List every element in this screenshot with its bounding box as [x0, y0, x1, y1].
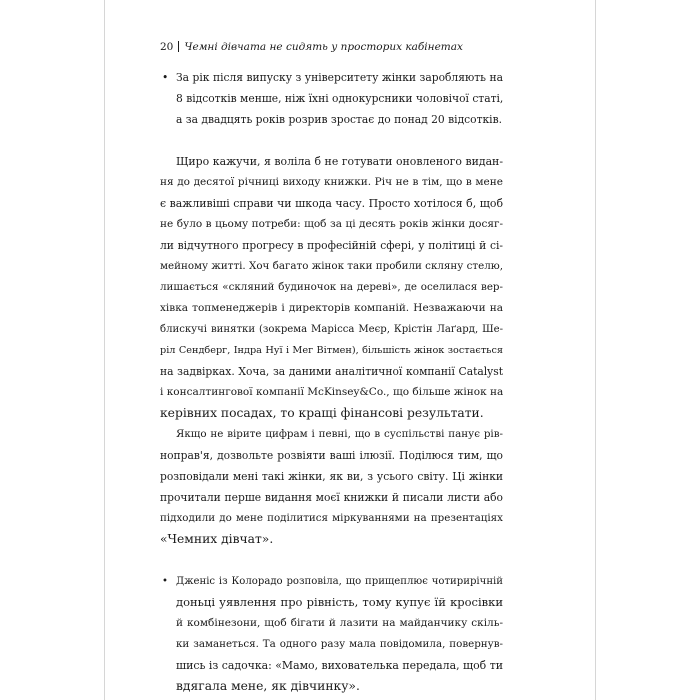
bullet-item-janis	[160, 571, 503, 697]
page-number: 20	[160, 41, 174, 53]
text-line: вдягала мене, як дівчинку».	[176, 679, 360, 693]
text-line: прочитали перше видання моєї книжки й писали листи або	[160, 491, 503, 504]
page-right-edge	[595, 0, 596, 700]
bullet-line	[160, 67, 503, 88]
bullet-item-salary	[160, 67, 503, 130]
text-line: доньці уявлення про рівність, тому купує їй кросівки	[176, 595, 503, 609]
text-line: мейному житті. Хоч багато жінок таки пробили скляну стелю,	[160, 260, 503, 272]
page-left-edge	[104, 0, 105, 700]
text-line: і консалтингової компанії McKinsey&Co., що більше жінок на	[160, 386, 503, 398]
text-line: керівних посадах, то кращі фінансові результати.	[160, 406, 484, 420]
text-line: а за двадцять років розрив зростає до понад 20 відсотків.	[176, 113, 502, 126]
text-line: ки заманеться. Та одного разу мала повідомила, повернув-	[176, 638, 503, 650]
text-line: є важливіші справи чи шкода часу. Просто хотілося б, щоб	[160, 197, 503, 210]
text-line: Якщо не вірите цифрам і певні, що в суспільстві панує рів-	[176, 428, 503, 440]
text-line: шись із садочка: «Мамо, вихователька передала, щоб ти	[176, 659, 503, 672]
text-line: Щиро кажучи, я воліла б не готувати оновленого видан-	[176, 155, 503, 168]
bullet-icon: •	[162, 576, 168, 587]
text-line: й комбінезони, щоб бігати й лазити на майданчику скіль-	[176, 617, 503, 629]
text-line: ріл Сендберг, Індра Нуї і Мег Вітмен), більшість жінок зостається	[160, 345, 503, 356]
bullet-icon: •	[162, 71, 169, 84]
spacer	[160, 550, 503, 571]
bullet-line	[160, 571, 503, 592]
text-line: ня до десятої річниці виходу книжки. Річ не в тім, що в мене	[160, 176, 503, 188]
spacer	[160, 130, 503, 151]
paragraph-equality	[160, 424, 503, 550]
text-line: не було в цьому потреби: щоб за ці десять років жінки досяг-	[160, 218, 503, 230]
text-line: «Чемних дівчат».	[160, 532, 274, 546]
text-line: хівка топменеджерів і директорів компаній. Незважаючи на	[160, 302, 503, 314]
paragraph-anniversary	[160, 151, 503, 424]
text-line: ноправ'я, дозвольте розвіяти ваші ілюзії. Поділюся тим, що	[160, 449, 503, 462]
header-separator	[178, 41, 179, 52]
text-line: на задвірках. Хоча, за даними аналітичної компанії Catalyst	[160, 365, 503, 378]
running-header	[160, 40, 520, 54]
page-body	[160, 67, 503, 697]
text-line: Дженіс із Колорадо розповіла, що прищеплює чотирирічній	[176, 576, 503, 587]
text-line: За рік після випуску з університету жінки заробляють на	[176, 71, 503, 84]
running-title: Чемні дівчата не сидять у просторих кабінетах	[184, 41, 463, 53]
text-line: ли відчутного прогресу в професійній сфері, у політиці й сі-	[160, 239, 503, 252]
text-line: 8 відсотків менше, ніж їхні однокурсники чоловічої статі,	[176, 92, 503, 105]
text-line: лишається «скляний будиночок на дереві», де оселилася вер-	[160, 281, 503, 293]
text-line: підходили до мене поділитися міркуваннями на презентаціях	[160, 512, 503, 524]
text-line: блискучі винятки (зокрема Марісса Меєр, Крістін Лаґард, Ше-	[160, 324, 503, 335]
text-line: розповідали мені такі жінки, як ви, з усього світу. Ці жінки	[160, 470, 503, 483]
